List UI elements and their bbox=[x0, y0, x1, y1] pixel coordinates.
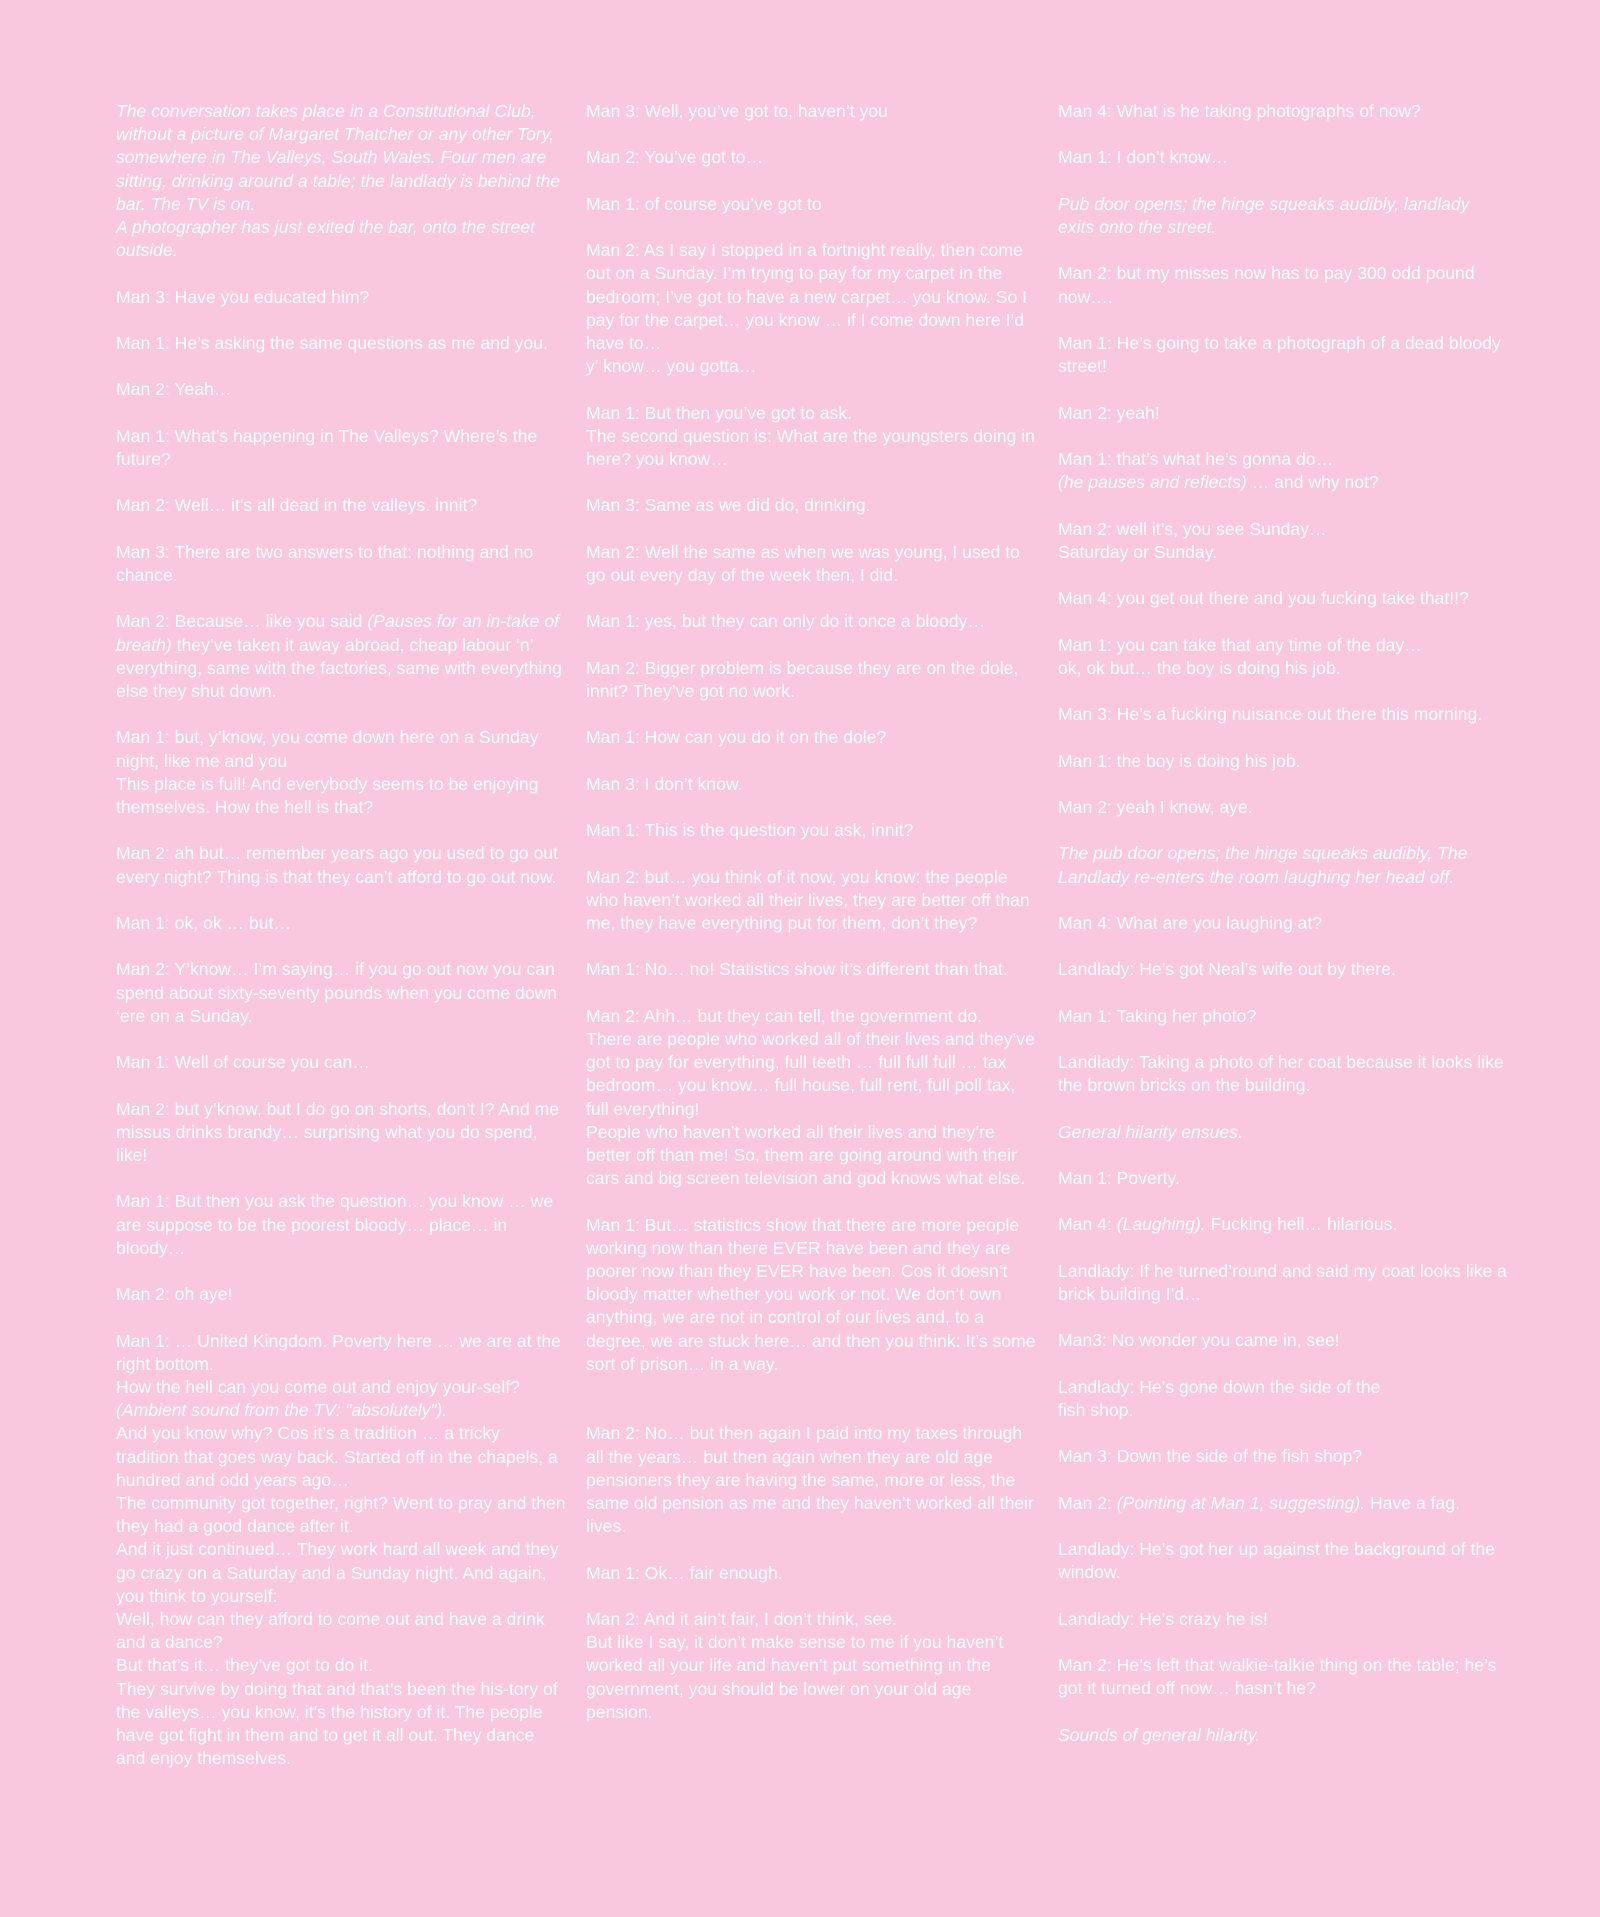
dialogue-paragraph bbox=[1058, 1167, 1510, 1190]
dialogue-paragraph bbox=[116, 912, 566, 935]
dialogue-text: Man 2: He’s left that walkie-talkie thing on the table; he’s got it turned off now… hasn’t he? bbox=[1058, 1655, 1497, 1699]
dialogue-paragraph bbox=[586, 193, 1036, 216]
dialogue-text: Man 1: What’s happening in The Valleys? Where’s the future? bbox=[116, 425, 538, 469]
dialogue-paragraph bbox=[1058, 912, 1510, 935]
dialogue-text: Man 4: What are you laughing at? bbox=[1058, 912, 1323, 933]
dialogue-paragraph bbox=[1058, 1005, 1510, 1028]
dialogue-paragraph bbox=[116, 541, 566, 587]
stage-direction-text: The pub door opens; the hinge squeaks audibly, The Landlady re-enters the room laughing her head off. bbox=[1058, 843, 1468, 887]
dialogue-text: Landlady: If he turned’round and said my coat looks like a brick building I’d… bbox=[1058, 1260, 1507, 1305]
stage-direction-text: (Laughing). bbox=[1116, 1214, 1206, 1235]
dialogue-text: Man 1: He’s going to take a photograph of a dead bloody street! bbox=[1058, 332, 1501, 377]
dialogue-paragraph bbox=[116, 1098, 566, 1168]
dialogue-paragraph bbox=[116, 1283, 566, 1306]
dialogue-text: Man 3: I don’t know. bbox=[586, 773, 743, 794]
dialogue-paragraph bbox=[586, 100, 1036, 123]
dialogue-paragraph bbox=[1058, 193, 1510, 239]
dialogue-paragraph bbox=[586, 402, 1036, 472]
stage-direction-text: Pub door opens; the hinge squeaks audibly, landlady exits onto the street. bbox=[1058, 193, 1470, 237]
dialogue-text: Man 1: yes, but they can only do it once a bloody… bbox=[586, 611, 986, 632]
dialogue-paragraph bbox=[116, 286, 566, 309]
dialogue-paragraph bbox=[586, 1422, 1036, 1538]
dialogue-paragraph bbox=[1058, 750, 1510, 773]
text-column-1 bbox=[116, 100, 566, 1794]
dialogue-text: Man 2: Ahh… but they can tell, the government do. There are people who worked all of their lives and they’ve got to pay for everything, full teeth … full full full … tax bedroom… you know… full house, full rent, full poll tax, full everything! People who haven’t worked all their lives and they’re better off than me! So, them are going around with their cars and big screen television and god knows what else. bbox=[586, 1005, 1035, 1189]
dialogue-paragraph bbox=[586, 773, 1036, 796]
dialogue-paragraph bbox=[1058, 448, 1510, 494]
dialogue-paragraph bbox=[116, 842, 566, 888]
dialogue-paragraph bbox=[1058, 100, 1510, 123]
dialogue-text: Man 2: Yeah… bbox=[116, 379, 232, 400]
stage-direction-text: The conversation takes place in a Constitutional Club, without a picture of Margaret Thatcher or any other Tory, somewhere in The Valleys, South Wales. Four men are sitting, drinking around a table; the landlady is behind the bar. The TV is on. A photographer has just exited the bar, onto the street outside. bbox=[116, 101, 561, 261]
dialogue-text: Man 1: ok, ok … but… bbox=[116, 912, 292, 933]
dialogue-paragraph bbox=[1058, 518, 1510, 564]
dialogue-paragraph bbox=[1058, 402, 1510, 425]
dialogue-text: Man 1: … United Kingdom. Poverty here … we are at the right bottom. How the hell can you come out and enjoy your-self? bbox=[116, 1330, 561, 1397]
dialogue-paragraph bbox=[1058, 1051, 1510, 1097]
stage-direction-text: (Pointing at Man 1, suggesting). bbox=[1116, 1492, 1366, 1513]
dialogue-paragraph bbox=[1058, 1121, 1510, 1144]
text-column-3 bbox=[1058, 100, 1510, 1770]
dialogue-paragraph bbox=[1058, 1213, 1510, 1236]
dialogue-text: Man 2: but my misses now has to pay 300 odd pound now…. bbox=[1058, 263, 1475, 307]
dialogue-text: Man 3: Same as we did do, drinking. bbox=[586, 495, 871, 516]
dialogue-text: Fucking hell… hilarious. bbox=[1205, 1214, 1398, 1235]
stage-direction-text: (he pauses and reflects) bbox=[1058, 472, 1247, 493]
text-column-2 bbox=[586, 100, 1036, 1747]
dialogue-paragraph bbox=[1058, 1724, 1510, 1747]
dialogue-paragraph bbox=[116, 726, 566, 819]
dialogue-text: Man 4: bbox=[1058, 1214, 1117, 1235]
dialogue-paragraph bbox=[1058, 146, 1510, 169]
dialogue-text: Man 2: Because… like you said bbox=[116, 611, 368, 632]
dialogue-text: Man 1: Ok… fair enough. bbox=[586, 1562, 783, 1583]
dialogue-paragraph bbox=[116, 1330, 566, 1771]
dialogue-paragraph bbox=[586, 866, 1036, 936]
dialogue-paragraph bbox=[116, 332, 566, 355]
dialogue-paragraph bbox=[1058, 262, 1510, 308]
dialogue-text: Man 2: No… but then again I paid into my taxes through all the years… but then again when they are old age pensioners they are having the same, more or less, the same old pension as me and they haven’t worked all their lives. bbox=[586, 1423, 1034, 1537]
dialogue-paragraph bbox=[1058, 958, 1510, 981]
stage-direction-text: (Pauses for an in-take of breath) bbox=[116, 611, 560, 655]
dialogue-text: Man 2: oh aye! bbox=[116, 1284, 233, 1305]
dialogue-text: Man 1: the boy is doing his job. bbox=[1058, 750, 1301, 771]
dialogue-paragraph bbox=[1058, 1445, 1510, 1468]
dialogue-text: Man 3: Well, you’ve got to, haven’t you bbox=[586, 101, 888, 121]
dialogue-paragraph bbox=[1058, 796, 1510, 819]
dialogue-paragraph bbox=[586, 146, 1036, 169]
dialogue-paragraph bbox=[1058, 1492, 1510, 1515]
dialogue-paragraph bbox=[116, 494, 566, 517]
dialogue-text: Man 2: As I say I stopped in a fortnight really, then come out on a Sunday. I’m trying to pay for my carpet in the bedroom; I’ve got to have a new carpet… you know. So I pay for the carpet… you know … if I come down here I’d have to… y’ know… you gotta… bbox=[586, 240, 1028, 377]
dialogue-text: Man3: No wonder you came in, see! bbox=[1058, 1330, 1340, 1351]
dialogue-text: Landlady: He’s gone down the side of the fish shop. bbox=[1058, 1376, 1381, 1421]
dialogue-text: Landlady: He’s got her up against the background of the window. bbox=[1058, 1539, 1495, 1583]
dialogue-paragraph bbox=[116, 958, 566, 1028]
dialogue-text: Man 1: Poverty. bbox=[1058, 1168, 1180, 1189]
dialogue-text: … and why not? bbox=[1246, 472, 1379, 493]
dialogue-paragraph bbox=[1058, 842, 1510, 888]
dialogue-text: Man 1: but, y’know, you come down here on a Sunday night, like me and you This place is full! And everybody seems to be enjoying themselves. How the hell is that? bbox=[116, 727, 539, 817]
dialogue-text: Man 1: But… statistics show that there are more people working now than there EVER have been and they are poorer now than they EVER have been. Cos it doesn’t bloody matter whether you work or not. We don’t own anything, we are not in control of our lives and, to a degree, we are stuck here… and then you think: It’s some sort of prison… in a way. bbox=[586, 1214, 1036, 1374]
dialogue-text: Man 3: There are two answers to that: nothing and no chance. bbox=[116, 541, 534, 585]
dialogue-text: Man 4: What is he taking photographs of now? bbox=[1058, 101, 1421, 121]
dialogue-text: Man 2: ah but… remember years ago you used to go out every night? Thing is that they can’t afford to go out now. bbox=[116, 843, 559, 887]
dialogue-paragraph bbox=[586, 657, 1036, 703]
dialogue-paragraph bbox=[116, 610, 566, 703]
dialogue-paragraph bbox=[586, 610, 1036, 633]
dialogue-text: Man 2: Well… it’s all dead in the valleys. innit? bbox=[116, 495, 478, 516]
dialogue-paragraph bbox=[586, 1608, 1036, 1724]
dialogue-paragraph bbox=[586, 239, 1036, 378]
dialogue-text: Man 3: Down the side of the fish shop? bbox=[1058, 1446, 1363, 1467]
dialogue-paragraph bbox=[1058, 1376, 1510, 1422]
dialogue-paragraph bbox=[586, 494, 1036, 517]
dialogue-paragraph bbox=[586, 819, 1036, 842]
dialogue-text: Man 1: Taking her photo? bbox=[1058, 1005, 1257, 1026]
dialogue-paragraph bbox=[586, 726, 1036, 749]
dialogue-text: they’ve taken it away abroad, cheap labour ‘n’ everything, same with the factories, same with everything else they shut down. bbox=[116, 634, 562, 701]
dialogue-text: Man 2: but y’know, but I do go on shorts, don’t I? And me missus drinks brandy… surprising what you do spend, like! bbox=[116, 1098, 560, 1165]
dialogue-text: Man 2: but… you think of it now, you know: the people who haven’t worked all their lives, they are better off than me, they have everything put for them, don’t they? bbox=[586, 866, 1030, 933]
dialogue-paragraph bbox=[586, 1562, 1036, 1585]
dialogue-text: Man 1: No… no! Statistics show it’s different than that. bbox=[586, 959, 1008, 980]
dialogue-text: Landlady: Taking a photo of her coat because it looks like the brown bricks on the building. bbox=[1058, 1052, 1504, 1096]
dialogue-paragraph bbox=[116, 100, 566, 262]
dialogue-text: Man 2: well it’s, you see Sunday… Saturday or Sunday. bbox=[1058, 518, 1327, 562]
stage-direction-text: General hilarity ensues. bbox=[1058, 1121, 1243, 1142]
dialogue-text: Man 3: He’s a fucking nuisance out there this morning. bbox=[1058, 704, 1483, 725]
dialogue-text: Man 1: He’s asking the same questions as me and you. bbox=[116, 333, 548, 353]
dialogue-text: Man 2: yeah! bbox=[1058, 402, 1160, 423]
dialogue-paragraph bbox=[1058, 1260, 1510, 1306]
dialogue-text: Man 2: yeah I know, aye. bbox=[1058, 796, 1253, 817]
dialogue-text: Man 1: But then you’ve got to ask. The second question is: What are the youngsters doing in here? you know… bbox=[586, 402, 1035, 469]
dialogue-text: Man 1: I don’t know… bbox=[1058, 147, 1229, 168]
dialogue-paragraph bbox=[1058, 332, 1510, 378]
dialogue-text: Landlady: He’s got Neal’s wife out by there. bbox=[1058, 959, 1396, 980]
dialogue-text: Man 1: This is the question you ask, innit? bbox=[586, 820, 914, 841]
dialogue-text: Man 2: Bigger problem is because they are on the dole, innit? They’ve got no work. bbox=[586, 657, 1019, 701]
dialogue-text: Man 1: of course you’ve got to bbox=[586, 193, 822, 214]
dialogue-paragraph bbox=[586, 958, 1036, 981]
dialogue-text: Man 2: You’ve got to… bbox=[586, 147, 764, 168]
dialogue-text: Man 2: Well the same as when we was young, I used to go out every day of the week then, I did. bbox=[586, 541, 1020, 585]
dialogue-paragraph bbox=[586, 541, 1036, 587]
dialogue-text: Man 1: But then you ask the question… you know … we are suppose to be the poorest bloody… place… in bloody… bbox=[116, 1191, 554, 1258]
dialogue-paragraph bbox=[1058, 587, 1510, 610]
dialogue-text: Landlady: He’s crazy he is! bbox=[1058, 1608, 1268, 1629]
dialogue-text: Man 1: Well of course you can… bbox=[116, 1052, 370, 1073]
dialogue-text: Man 1: How can you do it on the dole? bbox=[586, 727, 887, 748]
dialogue-paragraph bbox=[1058, 1538, 1510, 1584]
dialogue-paragraph bbox=[116, 378, 566, 401]
dialogue-text: Man 4: you get out there and you fucking take that!!? bbox=[1058, 588, 1469, 609]
dialogue-paragraph bbox=[586, 1005, 1036, 1191]
dialogue-text: Man 1: that’s what he’s gonna do… bbox=[1058, 448, 1334, 469]
stage-direction-text: Sounds of general hilarity. bbox=[1058, 1724, 1261, 1745]
dialogue-text: Man 2: Y’know… I’m saying… if you go out now you can spend about sixty-seventy pounds when you come down ‘ere on a Sunday. bbox=[116, 959, 558, 1026]
dialogue-text: Man 2: bbox=[1058, 1492, 1117, 1513]
dialogue-paragraph bbox=[116, 1051, 566, 1074]
dialogue-text: Man 3: Have you educated him? bbox=[116, 286, 370, 307]
dialogue-text: And you know why? Cos it’s a tradition … a tricky tradition that goes way back. Started off in the chapels, a hundred and odd years ago… The community got together, right? Went to pray and then they had a good dance after it. And it just continued… They work hard all week and they go crazy on a Saturday and a Sunday night. And again, you think to yourself: Well, how can they afford to come out and have a drink and a dance? But that’s it… they’ve got to do it. They survive by doing that and that’s been the his-tory of the valleys… you know, it’s the history of it. The people have got fight in them and to get it all out. They dance and enjoy themselves. bbox=[116, 1423, 566, 1769]
dialogue-text: Have a fag. bbox=[1365, 1492, 1460, 1513]
stage-direction-text: (Ambient sound from the TV: “absolutely”). bbox=[116, 1400, 448, 1421]
dialogue-paragraph bbox=[116, 1190, 566, 1260]
dialogue-paragraph bbox=[586, 1214, 1036, 1376]
dialogue-paragraph bbox=[1058, 1329, 1510, 1352]
dialogue-paragraph bbox=[1058, 1608, 1510, 1631]
dialogue-paragraph bbox=[116, 425, 566, 471]
dialogue-text: Man 1: you can take that any time of the day… ok, ok but… the boy is doing his job. bbox=[1058, 634, 1422, 678]
dialogue-paragraph bbox=[1058, 634, 1510, 680]
dialogue-paragraph bbox=[1058, 703, 1510, 726]
dialogue-paragraph bbox=[1058, 1654, 1510, 1700]
dialogue-text: Man 2: And it ain’t fair, I don’t think, see. But like I say, it don’t make sense to me if you haven’t worked all your life and haven’t put something in the government, you should be lower on your old age pension. bbox=[586, 1608, 1004, 1722]
